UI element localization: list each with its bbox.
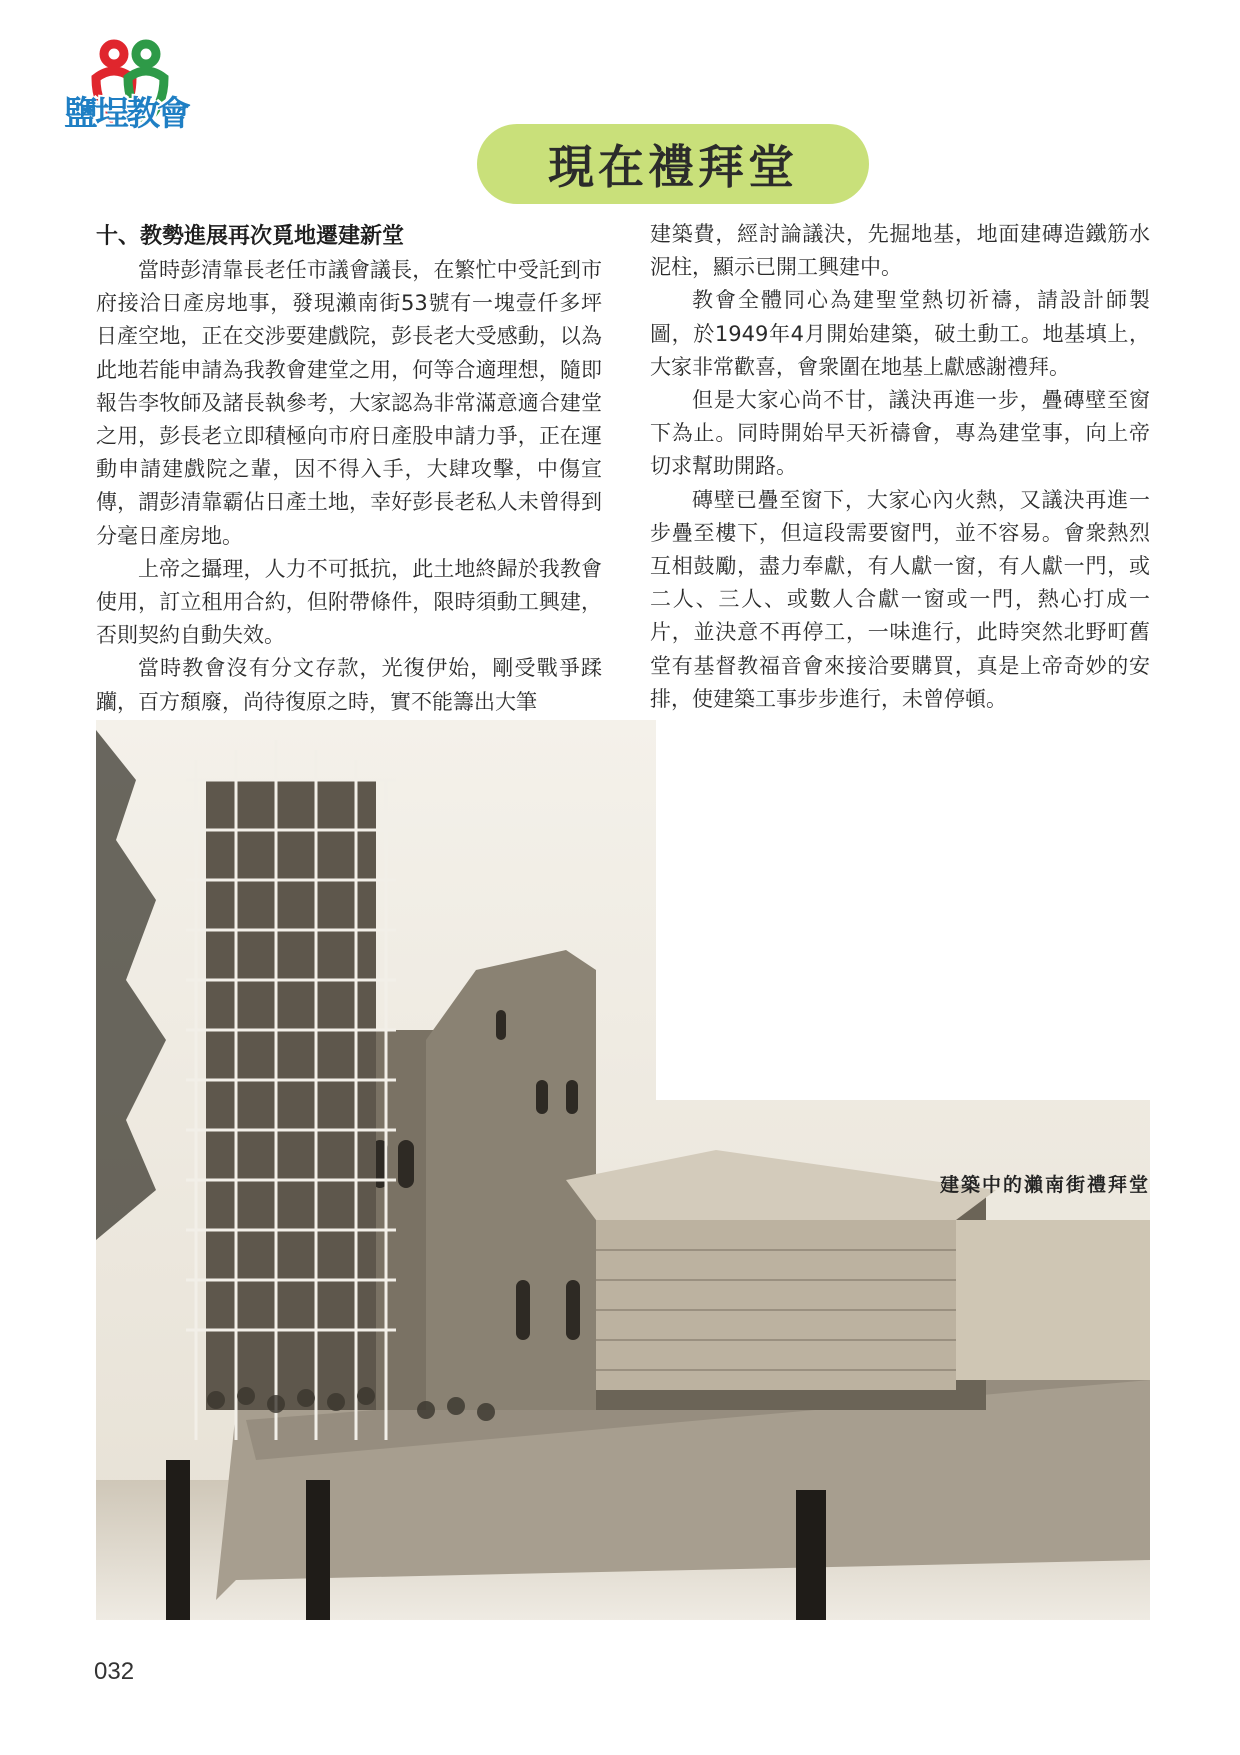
paragraph: 磚壁已疊至窗下，大家心內火熱，又議決再進一步疊至樓下，但這段需要窗門，並不容易。會衆熱烈互相鼓勵，盡力奉獻，有人獻一窗，有人獻一門，或二人、三人、或數人合獻一窗或一門，熱心打成一片，並決意不再停工，一味進行，此時突然北野町舊堂有基督教福音會來接洽要購買，真是上帝奇妙的安排，使建築工事步步進行，未曾停頓。: [650, 487, 1150, 711]
paragraph: 上帝之攝理，人力不可抵抗，此土地終歸於我教會使用，訂立租用合約，但附帶條件，限時須動工興建，否則契約自動失效。: [96, 556, 602, 648]
section-heading: 十、教勢進展再次覓地遷建新堂: [96, 224, 405, 249]
paragraph: 當時彭清靠長老任市議會議長，在繁忙中受託到市府接洽日產房地事，發現瀨南街53號有一塊壹仟多坪日產空地，正在交涉要建戲院，彭長老大受感動，以為此地若能申請為我教會建堂之用，何等合適理想，隨即報告李牧師及諸長執參考，大家認為非常滿意適合建堂之用，彭長老立即積極向市府日產股申請力爭，正在運動申請建戲院之輩，因不得入手，大肆攻擊，中傷宣傳，謂彭清靠霸佔日產土地，幸好彭長老私人未曾得到分毫日產房地。: [96, 258, 602, 548]
left-column: [96, 220, 602, 719]
page-title: 現在禮拜堂: [548, 140, 798, 194]
photo-caption: 建築中的瀨南街禮拜堂: [939, 1174, 1150, 1196]
logo-text: 鹽埕教會: [64, 94, 188, 134]
page-number: 032: [94, 1658, 135, 1685]
paragraph: 但是大家心尚不甘，議決再進一步，疊磚壁至窗下為止。同時開始早天祈禱會，專為建堂事，向上帝切求幫助開路。: [650, 388, 1150, 479]
page-title-banner: [477, 124, 869, 204]
paragraph: 教會全體同心為建聖堂熱切祈禱，請設計師製圖，於1949年4月開始建築，破土動工。地基填上，大家非常歡喜，會衆圍在地基上獻感謝禮拜。: [650, 288, 1150, 379]
paragraph: 當時教會沒有分文存款，光復伊始，剛受戰爭蹂躪，百方頹廢，尚待復原之時，實不能籌出大筆: [96, 656, 602, 714]
paragraph-continuation: 建築費，經討論議決，先掘地基，地面建磚造鐵筋水泥柱，顯示已開工興建中。: [650, 222, 1150, 280]
church-logo: [58, 36, 218, 132]
